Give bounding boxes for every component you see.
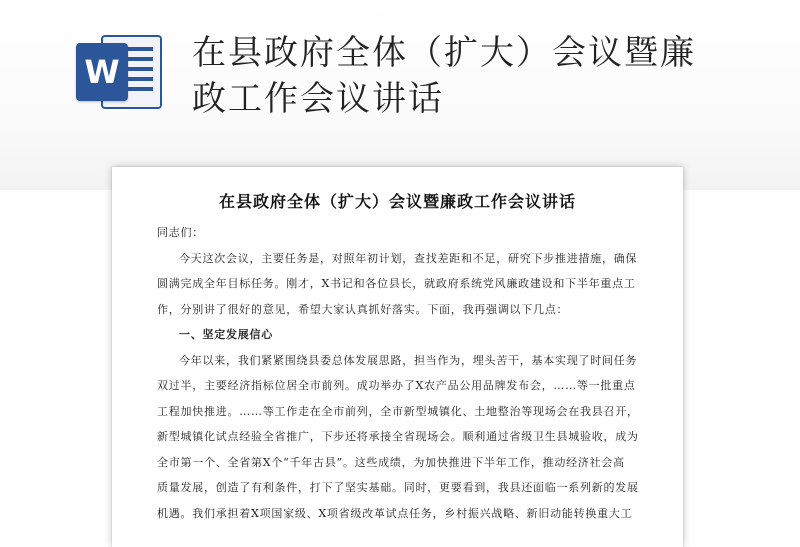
- body-line: 双过半，主要经济指标位居全市前列。成功举办了X农产品公用品牌发布会，……等一批重点: [157, 379, 636, 392]
- salutation: 同志们：: [157, 226, 204, 239]
- document-page: [112, 167, 683, 547]
- body-line: 质量发展，创造了有利条件，打下了坚实基础。同时，更要看到，我县还面临一系列新的发展: [157, 481, 639, 494]
- page-title-line-1: 在县政府全体（扩大）会议暨廉: [192, 33, 696, 73]
- body-line: 今年以来，我们紧紧围绕县委总体发展思路，担当作为，埋头苦干，基本实现了时间任务: [179, 353, 638, 367]
- body-line: 新型城镇化试点经验全省推广，下步还将承接全省现场会。顺利通过省级卫生县城验收，成为: [157, 430, 639, 443]
- section-heading: 一、坚定发展信心: [179, 328, 273, 341]
- body-line: 工程加快推进。……等工作走在全市前列，全市新型城镇化、土地整治等现场会在我县召开，: [157, 404, 639, 418]
- page-title: [192, 30, 752, 122]
- body-line: 全市第一个、全省第X个“千年古县”。这些成绩，为加快推进下半年工作，推动经济社会高: [157, 455, 625, 469]
- body-line: 机遇。我们承担着X项国家级、X项省级改革试点任务，乡村振兴战略、新旧动能转换重大工: [157, 506, 633, 520]
- word-icon: [76, 33, 164, 111]
- body-line: 作，分别讲了很好的意见，希望大家认真抓好落实。下面，我再强调以下几点：: [157, 302, 569, 316]
- page-title-line-2: 政工作会议讲话: [192, 79, 444, 119]
- body-line: 圆满完成全年目标任务。刚才，X书记和各位县长，就政府系统党风廉政建设和下半年重点工: [157, 277, 636, 290]
- document-body: [157, 220, 645, 526]
- body-line: 今天这次会议，主要任务是，对照年初计划，查找差距和不足，研究下步推进措施，确保: [179, 251, 638, 265]
- word-letter-badge: W: [76, 43, 128, 101]
- document-title: 在县政府全体（扩大）会议暨廉政工作会议讲话: [218, 192, 576, 211]
